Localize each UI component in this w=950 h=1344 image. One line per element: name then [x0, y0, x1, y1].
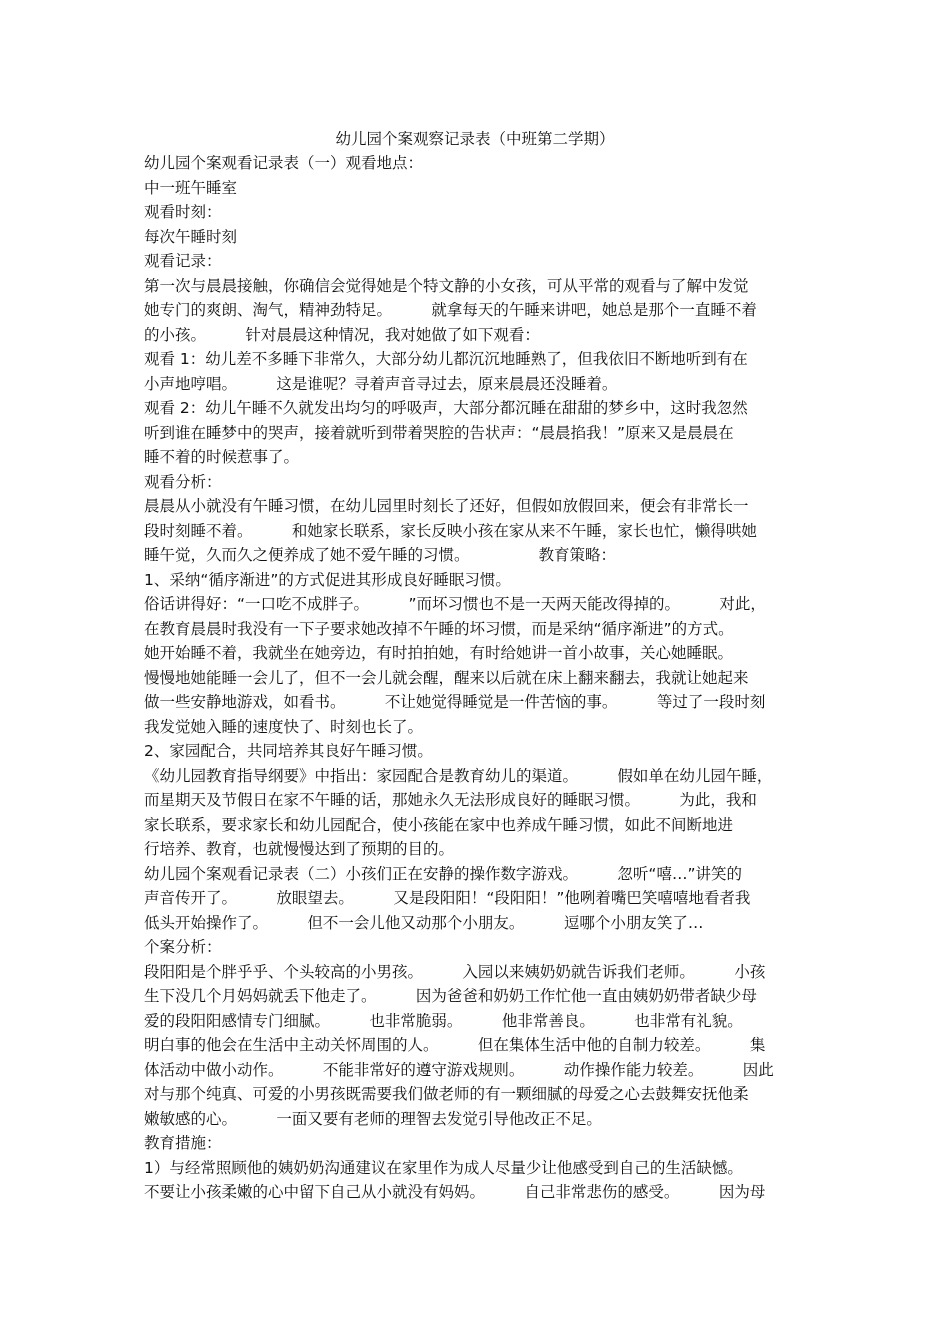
text-line: 睡不着的时候惹事了。 [144, 448, 300, 466]
document-title: 幼儿园个案观察记录表（中班第二学期） [335, 130, 615, 148]
text-line: 1）与经常照顾他的姨奶奶沟通建议在家里作为成人尽量少让他感受到自己的生活缺憾。 [144, 1158, 743, 1177]
text-line: 对与那个纯真、可爱的小男孩既需要我们做老师的有一颗细腻的母爱之心去鼓舞安抚他柔 [144, 1085, 749, 1103]
text-line: 观看时刻： [144, 203, 222, 221]
text-line: 爱的段阳阳感情专门细腻。 也非常脆弱。 他非常善良。 也非常有礼貌。 [144, 1011, 743, 1030]
text-line: 每次午睡时刻 [144, 227, 238, 246]
text-line: 观看分析： [144, 472, 222, 491]
text-line: 行培养、教育，也就慢慢达到了预期的目的。 [144, 840, 455, 858]
text-line: 声音传开了。 放眼望去。 又是段阳阳！“段阳阳！”他咧着嘴巴笑嘻嘻地看者我 [144, 889, 751, 907]
text-line: 而星期天及节假日在家不午睡的话，那她永久无法形成良好的睡眠习惯。 为此，我和 [144, 791, 757, 809]
text-line: 中一班午睡室 [144, 178, 238, 197]
text-line: 慢慢地她能睡一会儿了，但不一会儿就会醒，醒来以后就在床上翻来翻去，我就让她起来 [144, 668, 749, 687]
text-line: 生下没几个月妈妈就丢下他走了。 因为爸爸和奶奶工作忙他一直由姨奶奶带者缺少母 [144, 987, 757, 1005]
text-line: 在教育晨晨时我没有一下子要求她改掉不午睡的坏习惯，而是采纳“循序渐进”的方式。 [144, 619, 734, 638]
text-line: 《幼儿园教育指导纲要》中指出：家园配合是教育幼儿的渠道。 假如单在幼儿园午睡， [144, 766, 773, 785]
text-line: 观看记录： [144, 252, 222, 270]
text-line: 幼儿园个案观看记录表（一）观看地点： [144, 154, 424, 172]
text-line: 晨晨从小就没有午睡习惯，在幼儿园里时刻长了还好，但假如放假回来，便会有非常长一 [144, 497, 749, 515]
text-line: 观看 1：幼儿差不多睡下非常久，大部分幼儿都沉沉地睡熟了，但我依旧不断地听到有在 [144, 350, 748, 368]
text-line: 个案分析： [144, 938, 222, 956]
text-line: 的小孩。 针对晨晨这种情况，我对她做了如下观看： [144, 325, 540, 344]
text-line: 观看 2：幼儿午睡不久就发出均匀的呼吸声，大部分都沉睡在甜甜的梦乡中，这时我忽然 [144, 399, 748, 417]
text-line: 段阳阳是个胖乎乎、个头较高的小男孩。 入园以来姨奶奶就告诉我们老师。 小孩 [144, 962, 766, 981]
text-line: 俗话讲得好：“一口吃不成胖子。 ”而坏习惯也不是一天两天能改得掉的。 对此， [144, 595, 766, 613]
text-line: 她开始睡不着，我就坐在她旁边，有时拍拍她，有时给她讲一首小故事，关心她睡眠。 [144, 644, 734, 662]
text-line: 1、采纳“循序渐进”的方式促进其形成良好睡眠习惯。 [144, 570, 511, 589]
text-line: 段时刻睡不着。 和她家长联系，家长反映小孩在家从来不午睡，家长也忙，懒得哄她 [144, 521, 757, 540]
text-line: 体活动中做小动作。 不能非常好的遵守游戏规则。 动作操作能力较差。 因此 [144, 1060, 774, 1079]
document-body [144, 151, 814, 1205]
text-line: 不要让小孩柔嫩的心中留下自己从小就没有妈妈。 自己非常悲伤的感受。 因为母 [144, 1183, 766, 1201]
text-line: 第一次与晨晨接触，你确信会觉得她是个特文静的小女孩，可从平常的观看与了解中发觉 [144, 276, 749, 295]
text-line: 她专门的爽朗、淘气，精神劲特足。 就拿每天的午睡来讲吧，她总是那个一直睡不着 [144, 301, 757, 319]
text-line: 听到谁在睡梦中的哭声，接着就听到带着哭腔的告状声：“晨晨掐我！”原来又是晨晨在 [144, 423, 734, 442]
text-line: 嫩敏感的心。 一面又要有老师的理智去发觉引导他改正不足。 [144, 1109, 602, 1128]
text-line: 2、家园配合，共同培养其良好午睡习惯。 [144, 742, 433, 760]
text-line: 做一些安静地游戏，如看书。 不让她觉得睡觉是一件苦恼的事。 等过了一段时刻 [144, 693, 766, 711]
text-line: 幼儿园个案观看记录表（二）小孩们正在安静的操作数字游戏。 忽听“嘻…”讲笑的 [144, 864, 742, 883]
text-line: 低头开始操作了。 但不一会儿他又动那个小朋友。 逗哪个小朋友笑了… [144, 913, 704, 932]
text-line: 家长联系，要求家长和幼儿园配合，使小孩能在家中也养成午睡习惯，如此不间断地进 [144, 815, 734, 834]
text-line: 教育措施： [144, 1134, 222, 1152]
text-line: 明白事的他会在生活中主动关怀周围的人。 但在集体生活中他的自制力较差。 集 [144, 1036, 766, 1054]
text-line: 睡午觉，久而久之便养成了她不爱午睡的习惯。 教育策略： [144, 546, 616, 564]
text-line: 我发觉她入睡的速度快了、时刻也长了。 [144, 717, 424, 736]
text-line: 小声地哼唱。 这是谁呢？寻着声音寻过去，原来晨晨还没睡着。 [144, 374, 618, 393]
